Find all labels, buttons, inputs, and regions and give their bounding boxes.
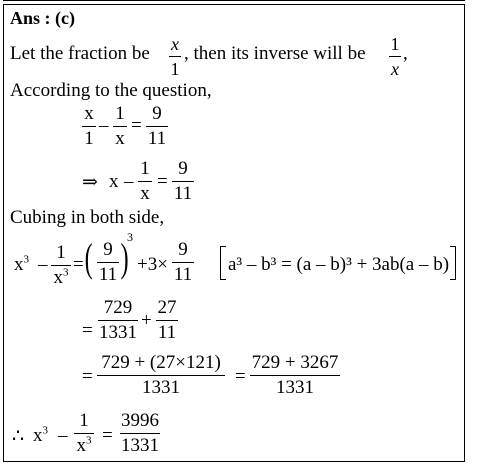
- intro-text-after: ,: [403, 43, 408, 64]
- eq6-frac-1-x-cubed: 1 $x^3$: [74, 411, 94, 456]
- eq3-equals: =: [73, 254, 84, 275]
- eq4-frac-729-1331: 729 1331: [99, 297, 137, 343]
- according-text: According to the question,: [10, 80, 212, 101]
- eq2-implies-arrow: ⇒: [82, 172, 98, 193]
- eq2-minus: –: [124, 171, 134, 192]
- identity-formula: a³ – b³ = (a – b)³ + 3ab(a – b): [228, 254, 450, 275]
- eq3-left-paren: (: [84, 235, 93, 280]
- eq5-frac-expanded: 729 + (27×121) 1331: [97, 353, 225, 398]
- eq1-frac-1-x: 1 x: [113, 104, 127, 149]
- eq4-plus: +: [141, 310, 152, 331]
- eq5-equals-second: =: [235, 366, 246, 387]
- eq4-equals: =: [82, 320, 93, 341]
- eq3-plus-three-times: +3×: [137, 254, 168, 275]
- eq6-equals: =: [102, 425, 113, 446]
- intro-text-before: Let the fraction be: [10, 43, 150, 64]
- eq3-minus: –: [38, 254, 48, 275]
- eq6-frac-3996-1331: 3996 1331: [121, 410, 159, 456]
- eq5-frac-sum: 729 + 3267 1331: [251, 352, 339, 398]
- eq3-lhs-x-cubed: $x^3$: [14, 253, 29, 275]
- identity-right-bracket: [450, 246, 456, 280]
- cubing-text: Cubing in both side,: [10, 207, 165, 228]
- eq2-equals: =: [157, 171, 168, 192]
- eq5-equals: =: [82, 366, 93, 387]
- eq2-x: x: [109, 171, 119, 192]
- eq1-frac-x-1: x 1: [82, 104, 96, 149]
- eq1-equals: =: [131, 115, 142, 136]
- eq3-right-paren: ): [120, 235, 129, 280]
- eq1-minus: –: [99, 115, 109, 136]
- eq6-minus: –: [58, 425, 68, 446]
- intro-fraction-x-over-1: x 1: [170, 34, 180, 79]
- top-border: [3, 0, 465, 1]
- identity-left-bracket: [220, 246, 226, 280]
- eq3-frac-9-11: 9 11: [98, 239, 118, 285]
- eq3-frac-9-11-second: 9 11: [173, 239, 193, 285]
- eq3-frac-1-x-cubed: 1 $x^3$: [51, 243, 71, 288]
- eq2-frac-9-11: 9 11: [173, 158, 193, 204]
- answer-label: Ans : (c): [10, 8, 75, 28]
- eq2-frac-1-x: 1 x: [138, 159, 152, 204]
- eq3-paren-exponent: 3: [127, 230, 133, 244]
- intro-fraction-1-over-x: 1 x: [390, 34, 400, 79]
- eq6-x-cubed: $x^3$: [33, 424, 48, 446]
- intro-text-middle: , then its inverse will be: [184, 43, 366, 64]
- eq4-frac-27-11: 27 11: [157, 297, 177, 343]
- eq1-frac-9-11: 9 11: [147, 103, 167, 149]
- eq6-therefore-symbol: ∴: [12, 426, 25, 447]
